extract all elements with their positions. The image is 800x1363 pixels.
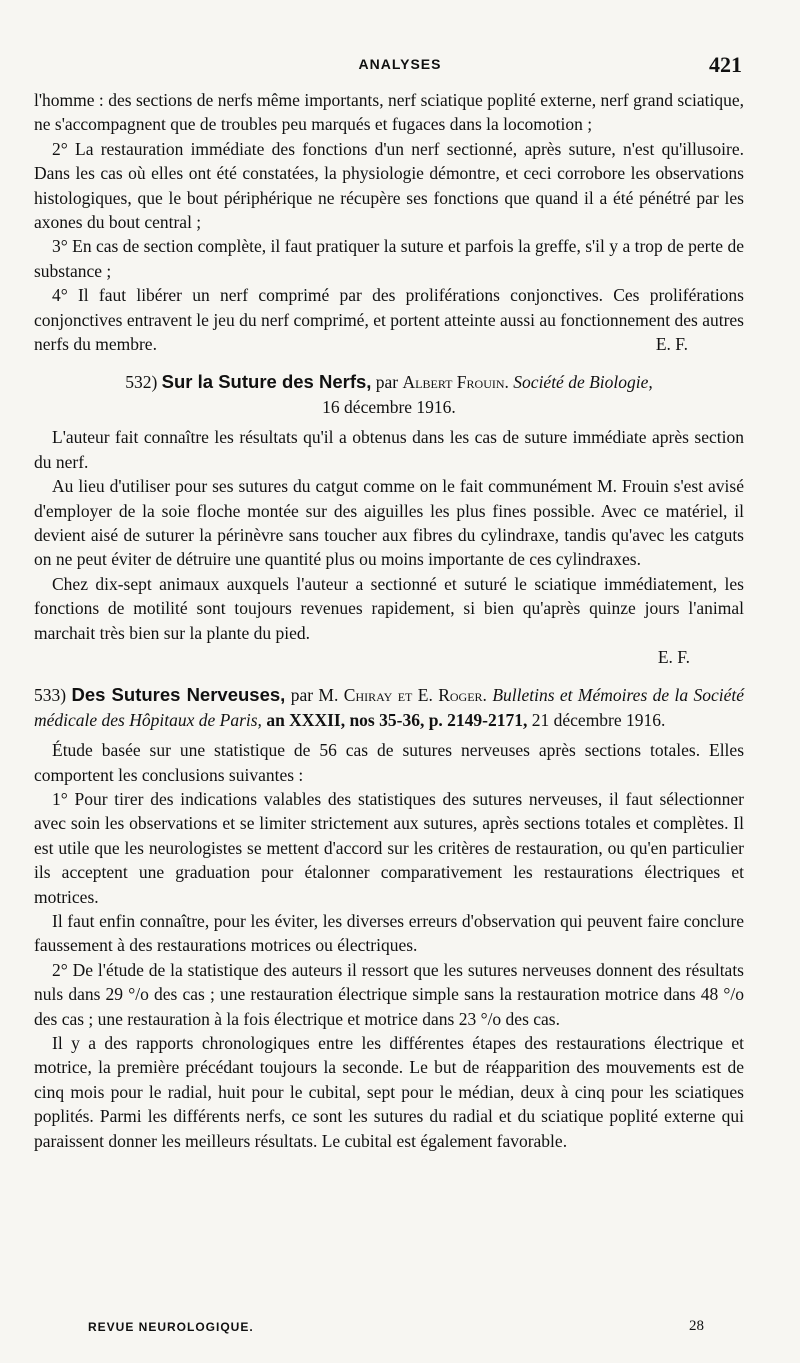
page-body — [34, 88, 744, 1153]
paragraph: Il y a des rapports chronologiques entre les différentes étapes des restaurations électrique et motrice, la première précédant toujours la seconde. Le but de réapparition des mouvements est de cinq mois pour le radial, huit pour le cubital, sept pour le médian, deux à cinq pour les sciatiques poplités. Parmi les différents nerfs, ce sont les sutures du radial et du sciatique poplité externe qui paraissent donner les meilleurs résultats. Le cubital est également favorable. — [34, 1033, 744, 1151]
page-number: 421 — [709, 52, 742, 77]
by-text: par — [375, 372, 399, 393]
paragraph: l'homme : des sections de nerfs même importants, nerf sciatique poplité externe, nerf grand sciatique, ne s'accompagnent que de troubles peu marqués et fugaces dans la locomotion ; — [34, 90, 744, 135]
article-author: Albert Frouin. — [402, 372, 509, 393]
article-heading-532 — [34, 370, 744, 419]
article-authors: Chiray et E. Roger. — [343, 685, 487, 706]
article-details: an XXXII, nos 35-36, p. 2149-2171, — [266, 709, 528, 730]
paragraph-text: 4° Il faut libérer un nerf comprimé par des proliférations conjonctives. Ces proliférations conjonctives entravent le jeu du nerf comprimé, et portent atteinte aussi au fonctionnement des autres nerfs du membre. — [34, 285, 744, 355]
signature: E. F. — [657, 646, 690, 667]
paragraph: 2° La restauration immédiate des fonctions d'un nerf sectionné, après suture, n'est qu'illusoire. Dans les cas où elles ont été constatées, la physiologie démontre, et ceci corrobore les observations histologiques, que le bout périphérique ne récupère ses fonctions que quand il a été pénétré par les axones du bout central ; — [34, 138, 744, 233]
footer-journal: REVUE NEUROLOGIQUE. — [88, 1320, 254, 1334]
paragraph: Étude basée sur une statistique de 56 cas de sutures nerveuses après sections totales. Elles comportent les conclusions suivantes : — [34, 740, 744, 785]
paragraph: L'auteur fait connaître les résultats qu'il a obtenus dans les cas de suture immédiate après section du nerf. — [34, 427, 744, 472]
paragraph: 1° Pour tirer des indications valables des statistiques des sutures nerveuses, il faut sélectionner avec soin les observations et se limiter strictement aux sutures, après sections totales et complètes. Il est utile que les neurologistes se mettent d'accord sur les critères de restauration, ou qu'en particulier ils acceptent une graduation pour étalonner comparativement les restaurations électriques et motrices. — [34, 788, 744, 907]
paragraph: 2° De l'étude de la statistique des auteurs il ressort que les sutures nerveuses donnent des résultats nuls dans 29 °/o des cas ; une restauration électrique simple sans la restauration motrice dans 48 °/o des cas ; une restauration à la fois électrique et motrice dans 23 °/o des cas. — [34, 959, 744, 1029]
article-number: 532) — [125, 372, 158, 393]
article-title: Des Sutures Nerveuses, — [71, 684, 286, 706]
by-text: par M. — [290, 685, 339, 706]
paragraph: Chez dix-sept animaux auxquels l'auteur a sectionné et suturé le sciatique immédiatement, les fonctions de motilité sont toujours revenues rapidement, si bien qu'après quinze jours l'animal marchait très bien sur la plante du pied. — [34, 573, 744, 643]
article-date: 21 décembre 1916. — [531, 709, 666, 730]
signature: E. F. — [655, 334, 688, 355]
article-heading-533 — [34, 683, 744, 732]
article-date: 16 décembre 1916. — [322, 396, 456, 417]
article-journal: Bulletins et Mémoires de la Société médicale des Hôpitaux de Paris, — [34, 685, 745, 730]
article-number: 533) — [34, 685, 67, 706]
article-title: Sur la Suture des Nerfs, — [161, 371, 372, 393]
paragraph: Il faut enfin connaître, pour les éviter, les diverses erreurs d'observation qui peuvent faire conclure faussement à des restaurations motrices ou électriques. — [34, 911, 744, 956]
paragraph: Au lieu d'utiliser pour ses sutures du catgut comme on le fait communément M. Frouin s'est avisé d'employer de la soie floche montée sur des aiguilles les plus fines possible. Avec ce matériel, il devient aisé de suturer la périnèvre sans toucher aux fibres du cylindraxe, tandis qu'avec les catguts on ne peut éviter de détruire une quantité plus ou moins importante de ces cylindraxes. — [34, 476, 744, 570]
paragraph: 3° En cas de section complète, il faut pratiquer la suture et parfois la greffe, s'il y a trop de perte de substance ; — [34, 236, 744, 281]
running-title: ANALYSES — [358, 56, 442, 72]
article-journal: Société de Biologie, — [513, 372, 653, 393]
footer-signature-mark: 28 — [689, 1318, 704, 1334]
paragraph — [34, 283, 744, 356]
